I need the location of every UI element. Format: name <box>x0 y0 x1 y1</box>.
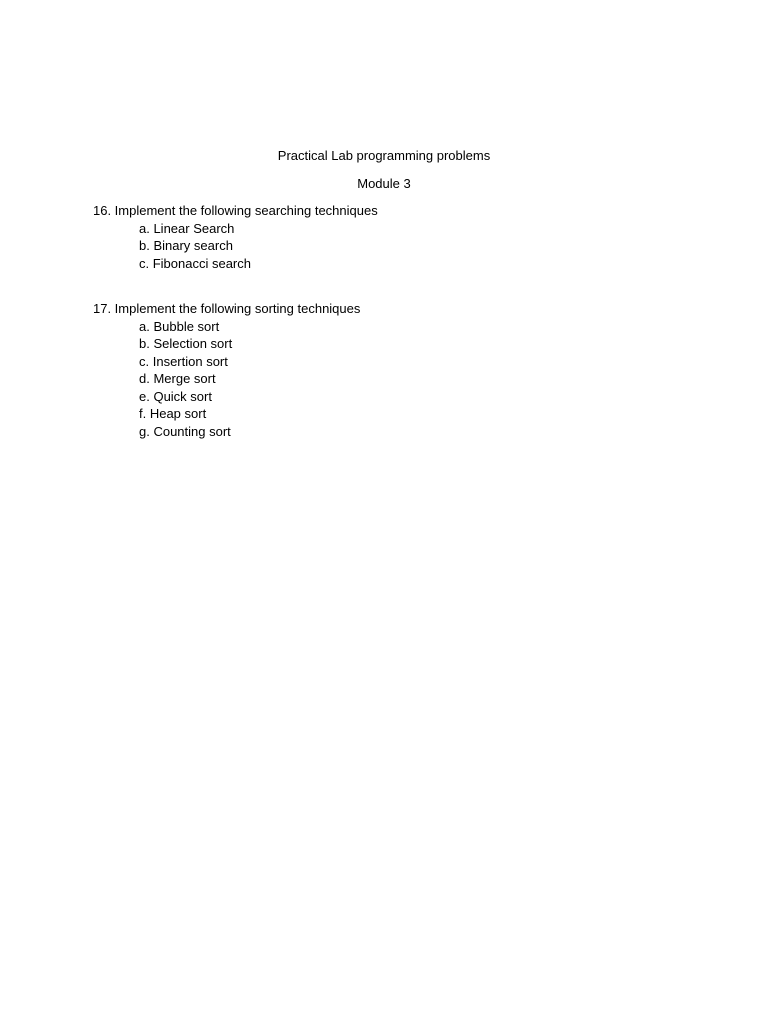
list-item: b. Selection sort <box>139 336 233 352</box>
problem-heading: 17. Implement the following sorting techniques <box>93 301 361 316</box>
list-item: g. Counting sort <box>139 424 231 440</box>
list-item: a. Bubble sort <box>139 318 220 334</box>
list-item: c. Insertion sort <box>139 353 228 369</box>
problem-17 <box>93 300 733 441</box>
document-title: Practical Lab programming problems <box>277 148 491 163</box>
sorting-techniques-list <box>93 318 733 441</box>
problem-heading: 16. Implement the following searching techniques <box>93 203 378 218</box>
list-item: b. Binary search <box>139 238 233 254</box>
list-item: f. Heap sort <box>139 406 207 422</box>
list-item: d. Merge sort <box>139 371 216 387</box>
searching-techniques-list <box>93 220 733 273</box>
list-item: c. Fibonacci search <box>139 255 251 271</box>
list-item: a. Linear Search <box>139 220 235 236</box>
module-heading: Module 3 <box>357 176 411 191</box>
problem-16 <box>93 202 733 272</box>
list-item: e. Quick sort <box>139 388 212 404</box>
